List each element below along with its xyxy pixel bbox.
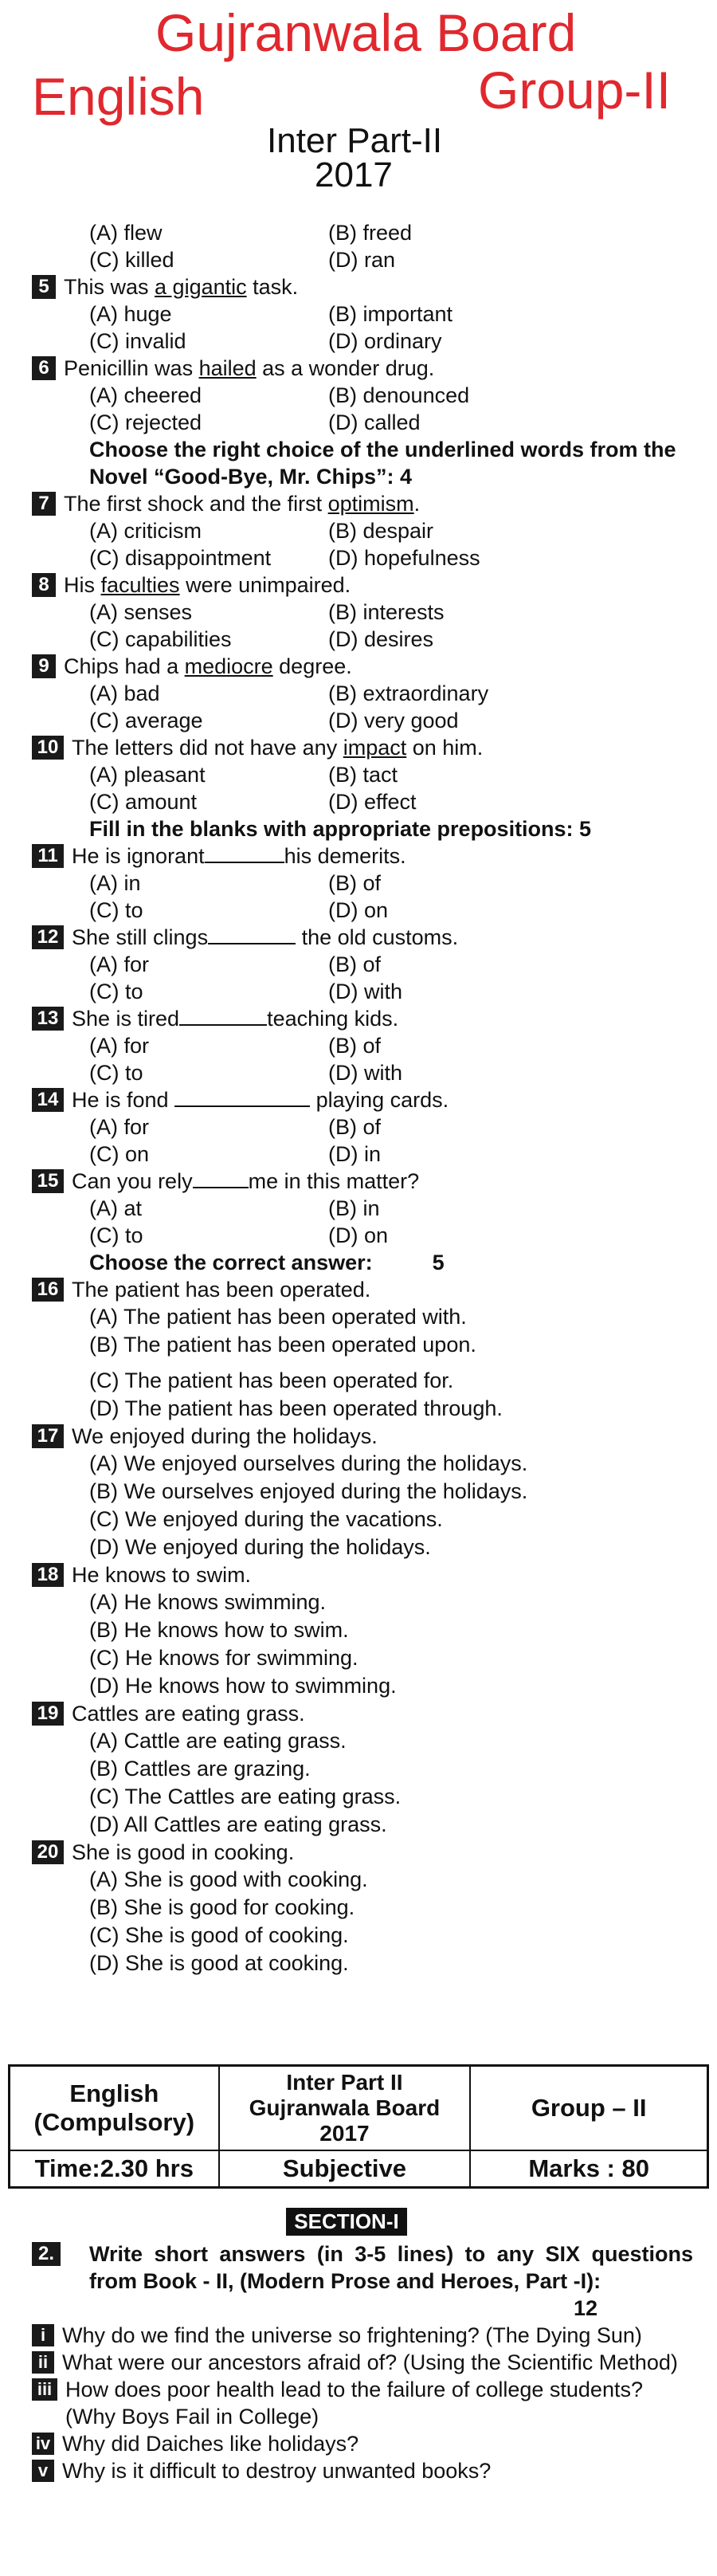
option: (A) We enjoyed ourselves during the holidays.	[89, 1451, 528, 1475]
option: (A) huge	[89, 302, 172, 326]
question-6	[32, 355, 693, 382]
sub-question-ii	[32, 2349, 693, 2376]
part-title: Inter Part-II	[267, 121, 443, 160]
question-10	[32, 734, 693, 761]
question-number: 11	[32, 844, 64, 868]
subject-cell: English (Compulsory)	[10, 2066, 219, 2151]
option: (A) for	[89, 1115, 150, 1139]
option: (C) invalid	[89, 329, 186, 353]
question-number: i	[32, 2324, 54, 2346]
q7-options	[89, 517, 693, 571]
option: (D) We enjoyed during the holidays.	[89, 1535, 431, 1559]
question-19	[32, 1700, 693, 1727]
option: (B) despair	[328, 519, 434, 543]
option: (B) in	[328, 1196, 380, 1220]
question-number: 2.	[32, 2242, 61, 2266]
marks-cell: Marks : 80	[470, 2150, 707, 2188]
option: (D) effect	[328, 790, 417, 814]
option: (C) to	[89, 898, 143, 922]
option: (D) called	[328, 410, 421, 434]
q16-options	[89, 1303, 693, 1423]
section-one	[32, 2208, 693, 2484]
option: (B) important	[328, 302, 453, 326]
q17-options	[89, 1450, 693, 1561]
sub-question-v	[32, 2457, 693, 2484]
option: (A) bad	[89, 681, 160, 705]
question-text: Why is it difficult to destroy unwanted books?	[62, 2459, 492, 2483]
answer-blank	[208, 924, 296, 944]
question-9	[32, 653, 693, 680]
prepositions-heading: Fill in the blanks with appropriate prepositions: 5	[89, 817, 592, 841]
option: (D) on	[328, 1223, 389, 1247]
time-cell: Time:2.30 hrs	[10, 2150, 219, 2188]
question-11	[32, 842, 693, 870]
option: (B) extraordinary	[328, 681, 489, 705]
group-cell: Group – II	[470, 2066, 707, 2151]
q10-options	[89, 761, 693, 815]
option: (C) We enjoyed during the vacations.	[89, 1507, 443, 1531]
option: (A) flew	[89, 221, 163, 245]
question-number: 17	[32, 1424, 64, 1448]
option: (A) The patient has been operated with.	[89, 1305, 467, 1329]
option: (B) of	[328, 1034, 382, 1058]
option: (A) She is good with cooking.	[89, 1867, 368, 1891]
question-text: The letters did not have any impact on him.	[72, 736, 484, 760]
question-number: 15	[32, 1169, 64, 1193]
question-number: 20	[32, 1840, 64, 1864]
question-13	[32, 1005, 693, 1032]
option: (C) She is good of cooking.	[89, 1923, 349, 1947]
option: (A) cheered	[89, 383, 202, 407]
question-text: He is ignorant his demerits.	[72, 844, 406, 868]
option: (B) Cattles are grazing.	[89, 1757, 311, 1781]
question-text: Can you rely me in this matter?	[72, 1169, 420, 1193]
subject-title: English	[32, 67, 205, 126]
option: (C) average	[89, 709, 203, 732]
option: (B) He knows how to swim.	[89, 1618, 349, 1642]
question-text: This was a gigantic task.	[64, 275, 299, 299]
question-number: 5	[32, 275, 56, 299]
question-text: His faculties were unimpaired.	[64, 573, 351, 597]
question-text: The patient has been operated.	[72, 1278, 371, 1302]
option: (C) on	[89, 1142, 150, 1166]
question-16	[32, 1276, 693, 1303]
question-number: 9	[32, 654, 56, 678]
option: (B) of	[328, 952, 382, 976]
option: (A) senses	[89, 600, 193, 624]
question-2	[32, 2240, 693, 2322]
option: (A) criticism	[89, 519, 202, 543]
option: (A) at	[89, 1196, 143, 1220]
option: (C) rejected	[89, 410, 202, 434]
q6-options	[89, 382, 693, 436]
option: (C) to	[89, 980, 143, 1003]
question-number: 6	[32, 356, 56, 380]
q20-options	[89, 1866, 693, 1977]
option: (D) desires	[328, 627, 434, 651]
question-number: 10	[32, 736, 64, 760]
sub-question-iv	[32, 2430, 693, 2457]
question-text: She is good in cooking.	[72, 1840, 295, 1864]
option: (D) All Cattles are eating grass.	[89, 1812, 387, 1836]
option: (A) for	[89, 952, 150, 976]
question-number: 16	[32, 1278, 64, 1302]
paper-info-table	[8, 2064, 709, 2189]
question-number: iii	[32, 2378, 57, 2401]
section-badge: SECTION-I	[286, 2208, 406, 2236]
option: (B) interests	[328, 600, 445, 624]
option: (D) ran	[328, 248, 396, 272]
q14-options	[89, 1113, 693, 1168]
question-18	[32, 1561, 693, 1588]
question-20	[32, 1839, 693, 1866]
question-7	[32, 490, 693, 517]
table-row	[10, 2066, 708, 2151]
option: (D) She is good at cooking.	[89, 1951, 349, 1975]
question-text: We enjoyed during the holidays.	[72, 1424, 378, 1448]
question-text: He is fond playing cards.	[72, 1088, 449, 1112]
option: (A) for	[89, 1034, 150, 1058]
board-cell: Inter Part II Gujranwala Board 2017	[219, 2066, 471, 2151]
group-title: Group-II	[478, 61, 672, 120]
q4-options	[89, 219, 693, 273]
q18-options	[89, 1588, 693, 1700]
option: (C) disappointment	[89, 546, 272, 570]
question-text: Penicillin was hailed as a wonder drug.	[64, 356, 435, 380]
option: (D) hopefulness	[328, 546, 480, 570]
year-title: 2017	[315, 155, 393, 194]
option: (C) The patient has been operated for.	[89, 1368, 454, 1392]
option: (D) in	[328, 1142, 381, 1166]
option: (C) capabilities	[89, 627, 232, 651]
sub-question-i	[32, 2322, 693, 2349]
question-text: She still clings the old customs.	[72, 925, 459, 949]
option: (A) in	[89, 871, 141, 895]
option: (B) of	[328, 871, 382, 895]
question-number: ii	[32, 2351, 54, 2374]
question-text: He knows to swim.	[72, 1563, 252, 1587]
question-text: Why did Daiches like holidays?	[62, 2432, 359, 2456]
q12-options	[89, 951, 693, 1005]
q11-options	[89, 870, 693, 924]
table-row	[10, 2150, 708, 2188]
q19-options	[89, 1727, 693, 1839]
question-14	[32, 1086, 693, 1113]
option: (D) with	[328, 1061, 402, 1085]
question-15	[32, 1168, 693, 1195]
option: (C) amount	[89, 790, 198, 814]
option: (B) of	[328, 1115, 382, 1139]
question-text: What were our ancestors afraid of? (Using the Scientific Method)	[62, 2350, 678, 2374]
question-5	[32, 273, 693, 300]
option: (D) ordinary	[328, 329, 442, 353]
option: (D) on	[328, 898, 389, 922]
option: (C) to	[89, 1061, 143, 1085]
question-number: 19	[32, 1702, 64, 1726]
option: (A) He knows swimming.	[89, 1590, 327, 1614]
option: (D) with	[328, 980, 402, 1003]
question-instruction: Write short answers (in 3-5 lines) to any SIX questions from Book - II, (Modern Prose and Heroes, Part -I): 12	[89, 2242, 693, 2320]
answer-blank	[174, 1086, 310, 1107]
correct-answer-heading: Choose the correct answer: 5	[89, 1251, 445, 1274]
question-number: 7	[32, 492, 56, 516]
question-8	[32, 571, 693, 599]
option: (C) The Cattles are eating grass.	[89, 1785, 402, 1808]
question-text: Why do we find the universe so frightening? (The Dying Sun)	[62, 2323, 642, 2347]
q9-options	[89, 680, 693, 734]
question-number: 13	[32, 1007, 64, 1031]
sub-question-iii	[32, 2376, 693, 2430]
novel-heading: Choose the right choice of the underlined words from the Novel “Good-Bye, Mr. Chips”: 4	[89, 438, 676, 489]
option: (B) We ourselves enjoyed during the holidays.	[89, 1479, 528, 1503]
question-text: Cattles are eating grass.	[72, 1702, 305, 1726]
answer-blank	[193, 1168, 249, 1188]
q8-options	[89, 599, 693, 653]
answer-blank	[179, 1005, 267, 1026]
option: (C) to	[89, 1223, 143, 1247]
question-17	[32, 1423, 693, 1450]
option: (B) denounced	[328, 383, 470, 407]
option: (C) He knows for swimming.	[89, 1646, 358, 1670]
option: (B) She is good for cooking.	[89, 1895, 355, 1919]
option: (D) very good	[328, 709, 459, 732]
question-text: Chips had a mediocre degree.	[64, 654, 352, 678]
option: (C) killed	[89, 248, 174, 272]
question-number: 8	[32, 573, 56, 597]
q13-options	[89, 1032, 693, 1086]
mcq-section	[32, 219, 693, 1977]
option: (A) Cattle are eating grass.	[89, 1729, 347, 1753]
option: (D) He knows how to swimming.	[89, 1674, 397, 1698]
option: (A) pleasant	[89, 763, 206, 787]
paper-type-cell: Subjective	[219, 2150, 471, 2188]
question-number: iv	[32, 2433, 54, 2455]
option: (D) The patient has been operated through.	[89, 1396, 503, 1420]
q15-options	[89, 1195, 693, 1249]
question-number: v	[32, 2460, 54, 2482]
question-number: 12	[32, 925, 64, 949]
question-12	[32, 924, 693, 951]
question-number: 14	[32, 1088, 64, 1112]
question-text: How does poor health lead to the failure of college students? (Why Boys Fail in College)	[65, 2378, 643, 2429]
question-text: The first shock and the first optimism.	[64, 492, 421, 516]
option: (B) tact	[328, 763, 398, 787]
option: (B) freed	[328, 221, 413, 245]
board-title: Gujranwala Board	[155, 3, 577, 62]
answer-blank	[205, 842, 284, 863]
q5-options	[89, 300, 693, 355]
option: (B) The patient has been operated upon.	[89, 1333, 476, 1357]
question-text: She is tired teaching kids.	[72, 1007, 399, 1031]
question-number: 18	[32, 1563, 64, 1587]
